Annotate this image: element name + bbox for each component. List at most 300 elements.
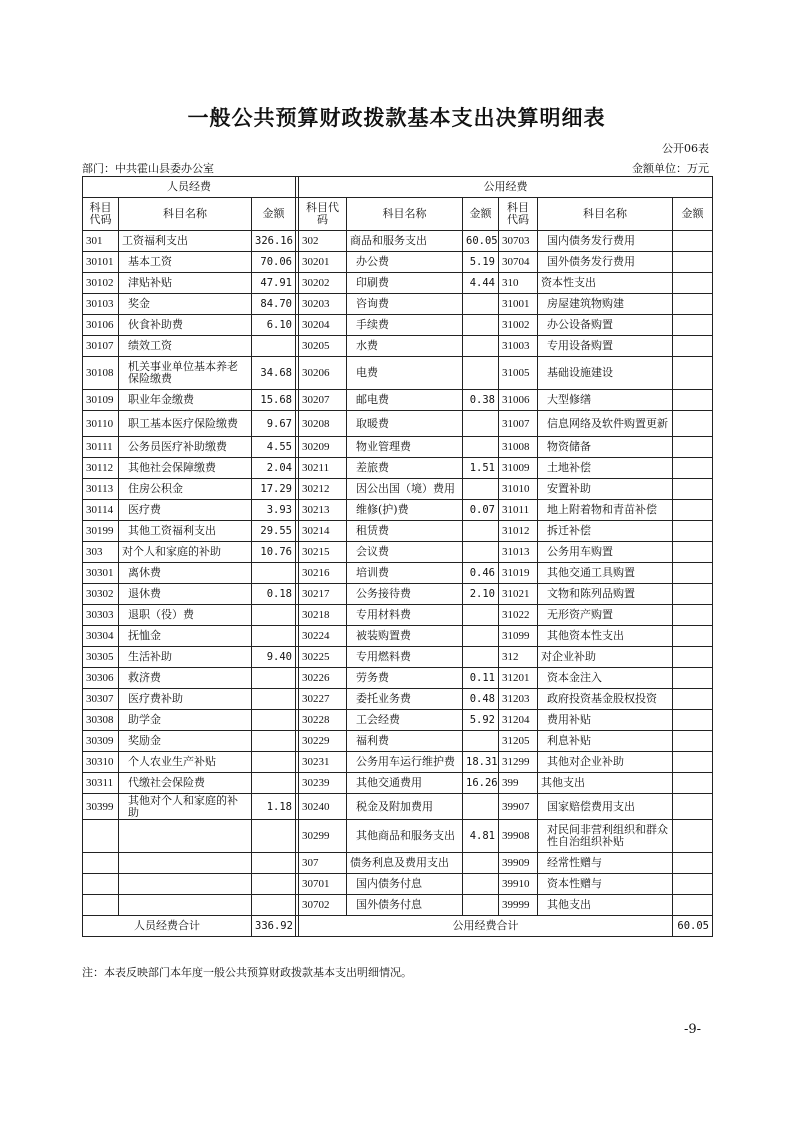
amount-cell (673, 853, 713, 874)
code-cell: 30206 (299, 357, 347, 390)
name-cell: 政府投资基金股权投资 (538, 689, 673, 710)
amount-cell (463, 626, 499, 647)
name-cell: 其他交通工具购置 (538, 563, 673, 584)
amount-cell (252, 853, 296, 874)
name-cell: 国内债务付息 (347, 874, 463, 895)
name-cell: 利息补贴 (538, 731, 673, 752)
name-cell (119, 820, 252, 853)
table-row (83, 647, 713, 668)
table-row (83, 479, 713, 500)
code-cell: 30239 (299, 773, 347, 794)
code-cell: 302 (299, 231, 347, 252)
code-cell: 30103 (83, 294, 119, 315)
amount-cell (673, 294, 713, 315)
code-cell: 30112 (83, 458, 119, 479)
amount-cell (463, 542, 499, 563)
name-cell: 住房公积金 (119, 479, 252, 500)
table-row (83, 820, 713, 853)
table-row (83, 853, 713, 874)
code-cell: 30205 (299, 336, 347, 357)
table-row (83, 689, 713, 710)
code-cell: 30209 (299, 437, 347, 458)
amount-cell: 2.04 (252, 458, 296, 479)
name-cell: 职业年金缴费 (119, 390, 252, 411)
amount-cell: 3.93 (252, 500, 296, 521)
name-cell: 维修(护)费 (347, 500, 463, 521)
amount-cell (463, 794, 499, 820)
name-cell: 大型修缮 (538, 390, 673, 411)
code-cell: 30216 (299, 563, 347, 584)
name-cell: 国外债务发行费用 (538, 252, 673, 273)
amount-cell (463, 336, 499, 357)
name-cell: 培训费 (347, 563, 463, 584)
name-cell: 职工基本医疗保险缴费 (119, 411, 252, 437)
amount-cell (673, 521, 713, 542)
amount-cell: 5.19 (463, 252, 499, 273)
amount-cell (463, 647, 499, 668)
name-cell: 奖励金 (119, 731, 252, 752)
table-row (83, 874, 713, 895)
code-cell: 30215 (299, 542, 347, 563)
table-row (83, 773, 713, 794)
code-cell: 30199 (83, 521, 119, 542)
table-row (83, 542, 713, 563)
name-cell: 经常性赠与 (538, 853, 673, 874)
name-cell: 印刷费 (347, 273, 463, 294)
amount-cell (673, 563, 713, 584)
table-row (83, 710, 713, 731)
code-cell: 31007 (499, 411, 538, 437)
amount-unit-label: 金额单位：万元 (632, 162, 709, 175)
amount-cell: 70.06 (252, 252, 296, 273)
name-cell: 差旅费 (347, 458, 463, 479)
personnel-total-value: 336.92 (252, 916, 296, 937)
table-row (83, 895, 713, 916)
amount-cell (673, 874, 713, 895)
table-row (83, 794, 713, 820)
code-cell: 31008 (499, 437, 538, 458)
amount-cell: 17.29 (252, 479, 296, 500)
code-cell: 31001 (499, 294, 538, 315)
name-cell: 资本性支出 (538, 273, 673, 294)
amount-cell (673, 458, 713, 479)
code-cell: 30108 (83, 357, 119, 390)
amount-cell: 4.44 (463, 273, 499, 294)
code-cell: 30110 (83, 411, 119, 437)
table-row (83, 231, 713, 252)
code-cell: 31099 (499, 626, 538, 647)
code-cell: 31006 (499, 390, 538, 411)
table-row (83, 273, 713, 294)
code-cell: 30309 (83, 731, 119, 752)
amount-cell: 34.68 (252, 357, 296, 390)
name-cell: 资本性赠与 (538, 874, 673, 895)
amount-cell: 47.91 (252, 273, 296, 294)
name-cell: 电费 (347, 357, 463, 390)
table-row (83, 315, 713, 336)
name-cell: 取暖费 (347, 411, 463, 437)
code-cell: 31003 (499, 336, 538, 357)
code-cell: 31002 (499, 315, 538, 336)
amount-cell (673, 390, 713, 411)
name-cell: 国内债务发行费用 (538, 231, 673, 252)
code-cell: 31205 (499, 731, 538, 752)
name-cell: 土地补偿 (538, 458, 673, 479)
code-cell: 30224 (299, 626, 347, 647)
amount-cell (252, 605, 296, 626)
code-cell: 30301 (83, 563, 119, 584)
name-cell: 拆迁补偿 (538, 521, 673, 542)
code-cell: 307 (299, 853, 347, 874)
amount-cell (252, 820, 296, 853)
amount-cell (252, 689, 296, 710)
code-cell: 30704 (499, 252, 538, 273)
code-cell: 310 (499, 273, 538, 294)
amount-cell: 6.10 (252, 315, 296, 336)
name-cell: 专用设备购置 (538, 336, 673, 357)
amount-cell (673, 773, 713, 794)
code-cell: 303 (83, 542, 119, 563)
amount-cell: 5.92 (463, 710, 499, 731)
amount-cell (673, 252, 713, 273)
name-cell: 商品和服务支出 (347, 231, 463, 252)
table-row (83, 626, 713, 647)
amount-cell (252, 874, 296, 895)
name-cell: 对民间非营利组织和群众性自治组织补贴 (538, 820, 673, 853)
name-cell: 基础设施建设 (538, 357, 673, 390)
code-cell: 31013 (499, 542, 538, 563)
name-cell: 被装购置费 (347, 626, 463, 647)
name-cell: 工资福利支出 (119, 231, 252, 252)
name-cell: 福利费 (347, 731, 463, 752)
name-cell: 津贴补贴 (119, 273, 252, 294)
page-number: -9- (683, 1022, 701, 1037)
code-cell (83, 820, 119, 853)
table-row (83, 605, 713, 626)
code-cell: 301 (83, 231, 119, 252)
code-cell: 31011 (499, 500, 538, 521)
code-cell: 31203 (499, 689, 538, 710)
code-cell: 30228 (299, 710, 347, 731)
amount-cell (252, 626, 296, 647)
code-cell: 30113 (83, 479, 119, 500)
name-cell: 其他社会保障缴费 (119, 458, 252, 479)
name-cell: 公务用车购置 (538, 542, 673, 563)
code-cell: 30305 (83, 647, 119, 668)
code-cell: 30226 (299, 668, 347, 689)
name-cell: 公务用车运行维护费 (347, 752, 463, 773)
name-cell: 抚恤金 (119, 626, 252, 647)
amount-cell (463, 605, 499, 626)
name-cell: 工会经费 (347, 710, 463, 731)
department-label: 部门：中共霍山县委办公室 (82, 162, 214, 175)
name-cell: 对个人和家庭的补助 (119, 542, 252, 563)
code-cell: 30208 (299, 411, 347, 437)
form-number: 公开06表 (662, 142, 709, 155)
amount-cell: 4.81 (463, 820, 499, 853)
amount-cell (463, 294, 499, 315)
name-cell: 生活补助 (119, 647, 252, 668)
table-row (83, 668, 713, 689)
amount-cell: 0.38 (463, 390, 499, 411)
amount-cell (673, 626, 713, 647)
amount-cell (673, 668, 713, 689)
name-cell: 安置补助 (538, 479, 673, 500)
code-cell: 30231 (299, 752, 347, 773)
name-cell: 费用补贴 (538, 710, 673, 731)
name-cell: 其他支出 (538, 895, 673, 916)
amount-cell: 0.11 (463, 668, 499, 689)
code-cell: 39999 (499, 895, 538, 916)
name-cell: 离休费 (119, 563, 252, 584)
table-row (83, 411, 713, 437)
name-cell: 信息网络及软件购置更新 (538, 411, 673, 437)
code-cell: 30106 (83, 315, 119, 336)
amount-cell (673, 273, 713, 294)
amount-cell (463, 411, 499, 437)
amount-cell (673, 479, 713, 500)
code-cell: 30109 (83, 390, 119, 411)
amount-cell (252, 773, 296, 794)
name-cell: 无形资产购置 (538, 605, 673, 626)
name-cell: 租赁费 (347, 521, 463, 542)
table-row (83, 252, 713, 273)
amount-cell (252, 668, 296, 689)
name-cell: 因公出国（境）费用 (347, 479, 463, 500)
name-cell: 办公费 (347, 252, 463, 273)
code-cell: 31201 (499, 668, 538, 689)
code-cell: 30302 (83, 584, 119, 605)
public-header: 公用经费 (299, 177, 713, 198)
amount-cell: 1.51 (463, 458, 499, 479)
code-cell (83, 853, 119, 874)
amount-cell (463, 437, 499, 458)
amount-cell: 16.26 (463, 773, 499, 794)
name-cell: 其他资本性支出 (538, 626, 673, 647)
amount-cell (673, 689, 713, 710)
name-cell: 医疗费 (119, 500, 252, 521)
amount-cell (673, 820, 713, 853)
code-cell: 31012 (499, 521, 538, 542)
table-row (83, 584, 713, 605)
code-cell: 30225 (299, 647, 347, 668)
amount-cell: 29.55 (252, 521, 296, 542)
name-cell: 助学金 (119, 710, 252, 731)
amount-cell (673, 542, 713, 563)
amount-cell (463, 874, 499, 895)
code-header: 科目代码 (499, 198, 538, 231)
amount-cell (673, 895, 713, 916)
name-cell: 其他对企业补助 (538, 752, 673, 773)
name-header: 科目名称 (347, 198, 463, 231)
amount-cell (252, 752, 296, 773)
code-cell: 39910 (499, 874, 538, 895)
public-total-value: 60.05 (673, 916, 713, 937)
amount-cell (463, 521, 499, 542)
name-cell: 债务利息及费用支出 (347, 853, 463, 874)
personnel-total-label: 人员经费合计 (83, 916, 252, 937)
amount-header: 金额 (252, 198, 296, 231)
amount-cell: 9.67 (252, 411, 296, 437)
amount-cell (463, 357, 499, 390)
name-cell: 救济费 (119, 668, 252, 689)
name-cell: 专用材料费 (347, 605, 463, 626)
table-row (83, 390, 713, 411)
amount-cell (252, 895, 296, 916)
code-cell: 31019 (499, 563, 538, 584)
amount-cell: 84.70 (252, 294, 296, 315)
code-cell: 31299 (499, 752, 538, 773)
public-total-label: 公用经费合计 (299, 916, 673, 937)
code-header: 科目代码 (83, 198, 119, 231)
amount-cell (463, 895, 499, 916)
table-row (83, 294, 713, 315)
code-cell: 30399 (83, 794, 119, 820)
amount-cell (252, 731, 296, 752)
document-title: 一般公共预算财政拨款基本支出决算明细表 (187, 106, 606, 130)
amount-cell: 0.48 (463, 689, 499, 710)
code-cell: 30212 (299, 479, 347, 500)
code-cell: 30111 (83, 437, 119, 458)
name-cell: 奖金 (119, 294, 252, 315)
name-cell: 劳务费 (347, 668, 463, 689)
amount-cell (673, 411, 713, 437)
code-cell: 30240 (299, 794, 347, 820)
name-cell (119, 853, 252, 874)
amount-cell: 0.07 (463, 500, 499, 521)
name-cell: 税金及附加费用 (347, 794, 463, 820)
table-row (83, 437, 713, 458)
name-cell: 物业管理费 (347, 437, 463, 458)
code-cell: 31010 (499, 479, 538, 500)
name-cell: 代缴社会保险费 (119, 773, 252, 794)
code-cell: 30307 (83, 689, 119, 710)
name-cell: 其他工资福利支出 (119, 521, 252, 542)
name-cell: 资本金注入 (538, 668, 673, 689)
amount-header: 金额 (463, 198, 499, 231)
code-cell: 30203 (299, 294, 347, 315)
name-cell: 咨询费 (347, 294, 463, 315)
name-cell: 邮电费 (347, 390, 463, 411)
name-cell: 会议费 (347, 542, 463, 563)
name-cell: 退休费 (119, 584, 252, 605)
name-cell: 退职（役）费 (119, 605, 252, 626)
table-row (83, 521, 713, 542)
name-cell: 其他商品和服务支出 (347, 820, 463, 853)
code-cell: 31022 (499, 605, 538, 626)
table-row (83, 357, 713, 390)
amount-cell: 2.10 (463, 584, 499, 605)
amount-cell (673, 605, 713, 626)
name-cell: 国外债务付息 (347, 895, 463, 916)
name-cell: 其他支出 (538, 773, 673, 794)
code-cell: 30229 (299, 731, 347, 752)
name-cell: 公务员医疗补助缴费 (119, 437, 252, 458)
amount-cell (463, 731, 499, 752)
code-cell: 39908 (499, 820, 538, 853)
code-cell: 399 (499, 773, 538, 794)
name-cell: 个人农业生产补贴 (119, 752, 252, 773)
amount-cell: 4.55 (252, 437, 296, 458)
amount-cell (673, 794, 713, 820)
amount-cell: 1.18 (252, 794, 296, 820)
amount-cell (252, 336, 296, 357)
amount-cell (673, 710, 713, 731)
amount-cell (673, 647, 713, 668)
code-cell: 30227 (299, 689, 347, 710)
code-cell: 39907 (499, 794, 538, 820)
amount-cell (673, 437, 713, 458)
name-cell: 水费 (347, 336, 463, 357)
name-cell: 国家赔偿费用支出 (538, 794, 673, 820)
name-cell (119, 895, 252, 916)
amount-cell (673, 315, 713, 336)
code-cell: 30204 (299, 315, 347, 336)
code-cell: 30303 (83, 605, 119, 626)
amount-cell (673, 584, 713, 605)
amount-cell (673, 731, 713, 752)
amount-cell (463, 853, 499, 874)
name-cell: 公务接待费 (347, 584, 463, 605)
name-cell: 其他对个人和家庭的补助 (119, 794, 252, 820)
amount-cell (463, 479, 499, 500)
amount-header: 金额 (673, 198, 713, 231)
name-cell: 房屋建筑物购建 (538, 294, 673, 315)
name-cell: 绩效工资 (119, 336, 252, 357)
amount-cell: 0.18 (252, 584, 296, 605)
name-cell: 机关事业单位基本养老保险缴费 (119, 357, 252, 390)
name-cell (119, 874, 252, 895)
code-cell: 31005 (499, 357, 538, 390)
name-header: 科目名称 (119, 198, 252, 231)
name-cell: 其他交通费用 (347, 773, 463, 794)
amount-cell: 15.68 (252, 390, 296, 411)
amount-cell (252, 563, 296, 584)
code-cell: 30703 (499, 231, 538, 252)
code-cell: 30202 (299, 273, 347, 294)
name-cell: 办公设备购置 (538, 315, 673, 336)
code-cell: 30311 (83, 773, 119, 794)
code-cell: 30310 (83, 752, 119, 773)
amount-cell (673, 231, 713, 252)
amount-cell: 10.76 (252, 542, 296, 563)
table-row (83, 563, 713, 584)
amount-cell (673, 500, 713, 521)
code-cell: 30201 (299, 252, 347, 273)
code-cell: 30114 (83, 500, 119, 521)
table-row (83, 458, 713, 479)
amount-cell (463, 315, 499, 336)
code-cell: 30101 (83, 252, 119, 273)
amount-cell (673, 752, 713, 773)
table-row (83, 336, 713, 357)
code-cell: 30304 (83, 626, 119, 647)
name-header: 科目名称 (538, 198, 673, 231)
table-row (83, 500, 713, 521)
code-cell: 30701 (299, 874, 347, 895)
name-cell: 专用燃料费 (347, 647, 463, 668)
code-cell: 30213 (299, 500, 347, 521)
expenditure-table (82, 176, 713, 937)
name-cell: 医疗费补助 (119, 689, 252, 710)
amount-cell: 326.16 (252, 231, 296, 252)
name-cell: 委托业务费 (347, 689, 463, 710)
table-note: 注：本表反映部门本年度一般公共预算财政拨款基本支出明细情况。 (82, 966, 412, 979)
code-cell: 30218 (299, 605, 347, 626)
amount-cell: 18.31 (463, 752, 499, 773)
name-cell: 物资储备 (538, 437, 673, 458)
name-cell: 伙食补助费 (119, 315, 252, 336)
